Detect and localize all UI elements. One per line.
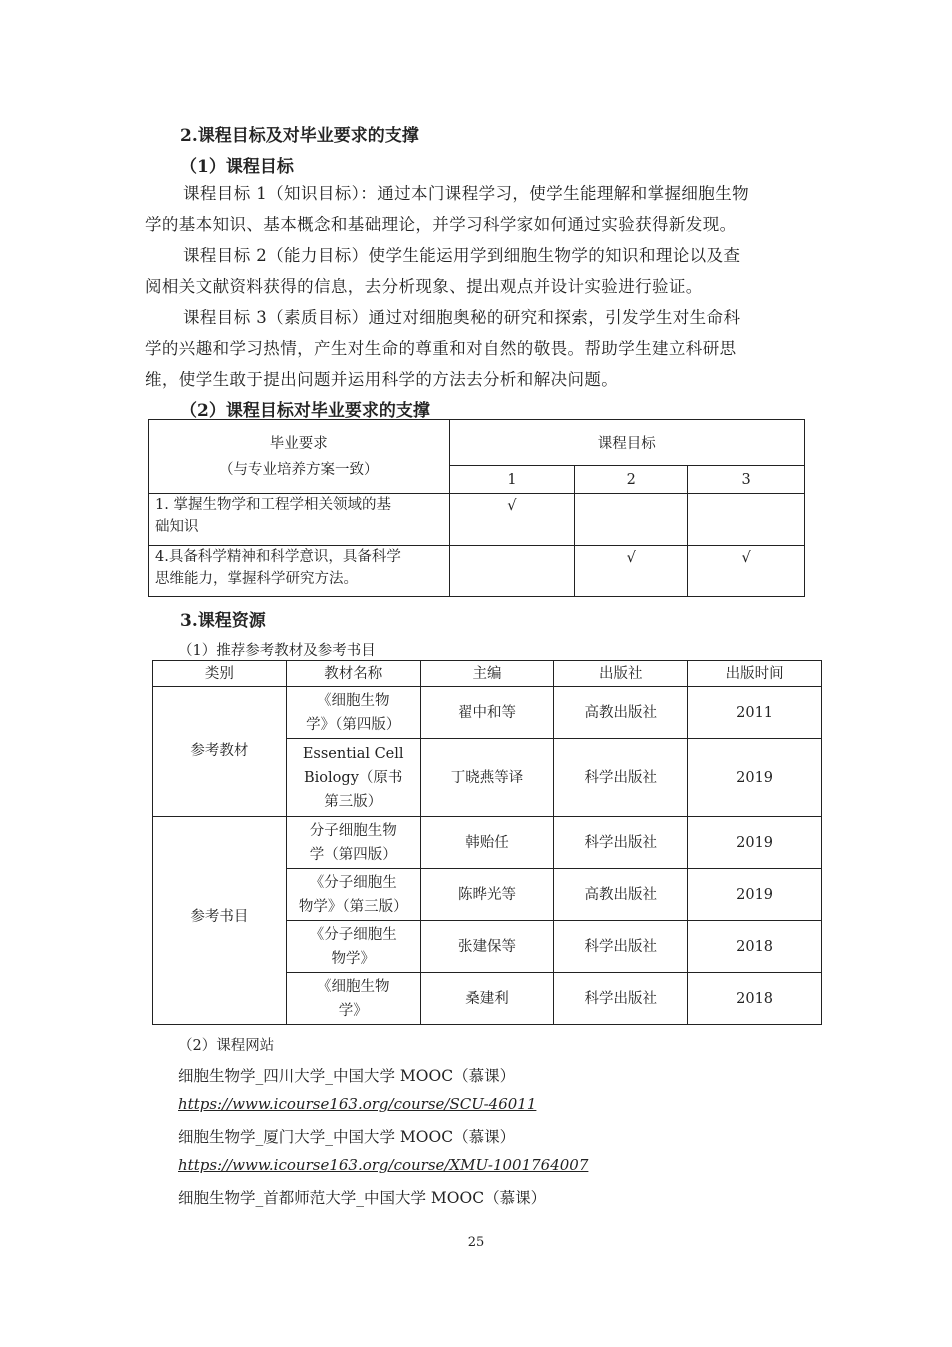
req-header-note: （与专业培养方案一致） — [219, 461, 379, 478]
book-title-cell — [286, 817, 420, 869]
publisher-cell: 科学出版社 — [554, 739, 688, 817]
publisher-cell: 科学出版社 — [554, 817, 688, 869]
requirement-cell — [149, 546, 450, 597]
req-header-cell — [149, 420, 450, 494]
subsection-heading: （2）课程目标对毕业要求的支撑 — [180, 401, 430, 421]
book-title-line: 学》 — [338, 1002, 368, 1019]
editor-cell: 桑建利 — [420, 973, 554, 1025]
col-header: 出版社 — [554, 661, 688, 687]
website-title: 细胞生物学_首都师范大学_中国大学 MOOC（慕课） — [178, 1189, 547, 1207]
requirement-text: 础知识 — [155, 519, 199, 535]
editor-cell: 张建保等 — [420, 921, 554, 973]
book-title-line: Biology（原书 — [304, 769, 403, 786]
goal-col-header: 3 — [688, 466, 805, 494]
editor-cell: 翟中和等 — [420, 687, 554, 739]
col-header: 类别 — [153, 661, 287, 687]
requirement-text: 1. 掌握生物学和工程学相关领域的基 — [155, 497, 391, 513]
website-link[interactable]: https://www.icourse163.org/course/SCU-46011 — [178, 1095, 537, 1113]
book-title-line: 《细胞生物 — [316, 692, 390, 709]
support-table — [148, 419, 805, 597]
website-link[interactable]: https://www.icourse163.org/course/XMU-1001764007 — [178, 1156, 589, 1174]
requirement-text: 4.具备科学精神和科学意识，具备科学 — [155, 549, 401, 565]
goal-col-header: 2 — [575, 466, 688, 494]
editor-cell: 陈晔光等 — [420, 869, 554, 921]
col-header: 主编 — [420, 661, 554, 687]
subsection-heading: （1）课程目标 — [180, 157, 294, 177]
goal-col-header: 1 — [449, 466, 575, 494]
subsection-heading: （2）课程网站 — [178, 1038, 275, 1054]
goals-header: 课程目标 — [449, 420, 804, 466]
book-title-cell — [286, 973, 420, 1025]
check-cell: √ — [575, 546, 688, 597]
check-cell — [575, 494, 688, 546]
book-title-line: 物学》 — [331, 950, 375, 967]
book-title-line: 学（第四版） — [309, 846, 397, 863]
year-cell: 2019 — [688, 817, 822, 869]
year-cell: 2019 — [688, 739, 822, 817]
category-cell: 参考教材 — [153, 687, 287, 817]
publisher-cell: 科学出版社 — [554, 921, 688, 973]
paragraph-line: 课程目标 1（知识目标）：通过本门课程学习，使学生能理解和掌握细胞生物 — [183, 184, 749, 203]
book-title-line: Essential Cell — [302, 745, 404, 762]
category-cell: 参考书目 — [153, 817, 287, 1025]
book-title-line: 《分子细胞生 — [309, 926, 397, 943]
book-title-cell — [286, 921, 420, 973]
section-heading: 3.课程资源 — [180, 611, 266, 631]
book-title-line: 第三版） — [324, 793, 383, 810]
requirement-text: 思维能力，掌握科学研究方法。 — [155, 571, 358, 587]
subsection-heading: （1）推荐参考教材及参考书目 — [178, 643, 376, 659]
check-cell — [688, 494, 805, 546]
table-row — [153, 687, 822, 739]
check-cell — [449, 546, 575, 597]
book-title-cell — [286, 869, 420, 921]
website-title: 细胞生物学_厦门大学_中国大学 MOOC（慕课） — [178, 1128, 516, 1146]
req-header-title: 毕业要求 — [269, 435, 328, 452]
book-title-line: 分子细胞生物 — [309, 822, 397, 839]
table-row — [149, 546, 805, 597]
year-cell: 2018 — [688, 973, 822, 1025]
publisher-cell: 高教出版社 — [554, 869, 688, 921]
col-header: 出版时间 — [688, 661, 822, 687]
book-title-line: 学》（第四版） — [306, 716, 401, 733]
requirement-cell — [149, 494, 450, 546]
publisher-cell: 科学出版社 — [554, 973, 688, 1025]
table-row — [149, 494, 805, 546]
check-cell: √ — [688, 546, 805, 597]
year-cell: 2018 — [688, 921, 822, 973]
page-number: 25 — [467, 1235, 485, 1250]
table-row — [153, 817, 822, 869]
publisher-cell: 高教出版社 — [554, 687, 688, 739]
book-title-cell — [286, 687, 420, 739]
book-title-cell — [286, 739, 420, 817]
book-title-line: 物学》（第三版） — [298, 898, 408, 915]
year-cell: 2019 — [688, 869, 822, 921]
paragraph-line: 学的基本知识、基本概念和基础理论，并学习科学家如何通过实验获得新发现。 — [145, 215, 737, 234]
col-header: 教材名称 — [286, 661, 420, 687]
year-cell: 2011 — [688, 687, 822, 739]
books-table — [152, 660, 822, 1025]
website-title: 细胞生物学_四川大学_中国大学 MOOC（慕课） — [178, 1067, 516, 1085]
editor-cell: 丁晓燕等译 — [420, 739, 554, 817]
book-title-line: 《细胞生物 — [316, 978, 390, 995]
paragraph-line: 学的兴趣和学习热情，产生对生命的尊重和对自然的敬畏。帮助学生建立科研思 — [145, 339, 737, 358]
paragraph-line: 阅相关文献资料获得的信息，去分析现象、提出观点并设计实验进行验证。 — [145, 277, 703, 296]
paragraph-line: 课程目标 2（能力目标）使学生能运用学到细胞生物学的知识和理论以及查 — [183, 246, 741, 265]
editor-cell: 韩贻任 — [420, 817, 554, 869]
paragraph-line: 课程目标 3（素质目标）通过对细胞奥秘的研究和探索，引发学生对生命科 — [183, 308, 741, 327]
check-cell: √ — [449, 494, 575, 546]
book-title-line: 《分子细胞生 — [309, 874, 397, 891]
paragraph-line: 维，使学生敢于提出问题并运用科学的方法去分析和解决问题。 — [145, 370, 619, 389]
section-heading: 2.课程目标及对毕业要求的支撑 — [180, 126, 419, 146]
